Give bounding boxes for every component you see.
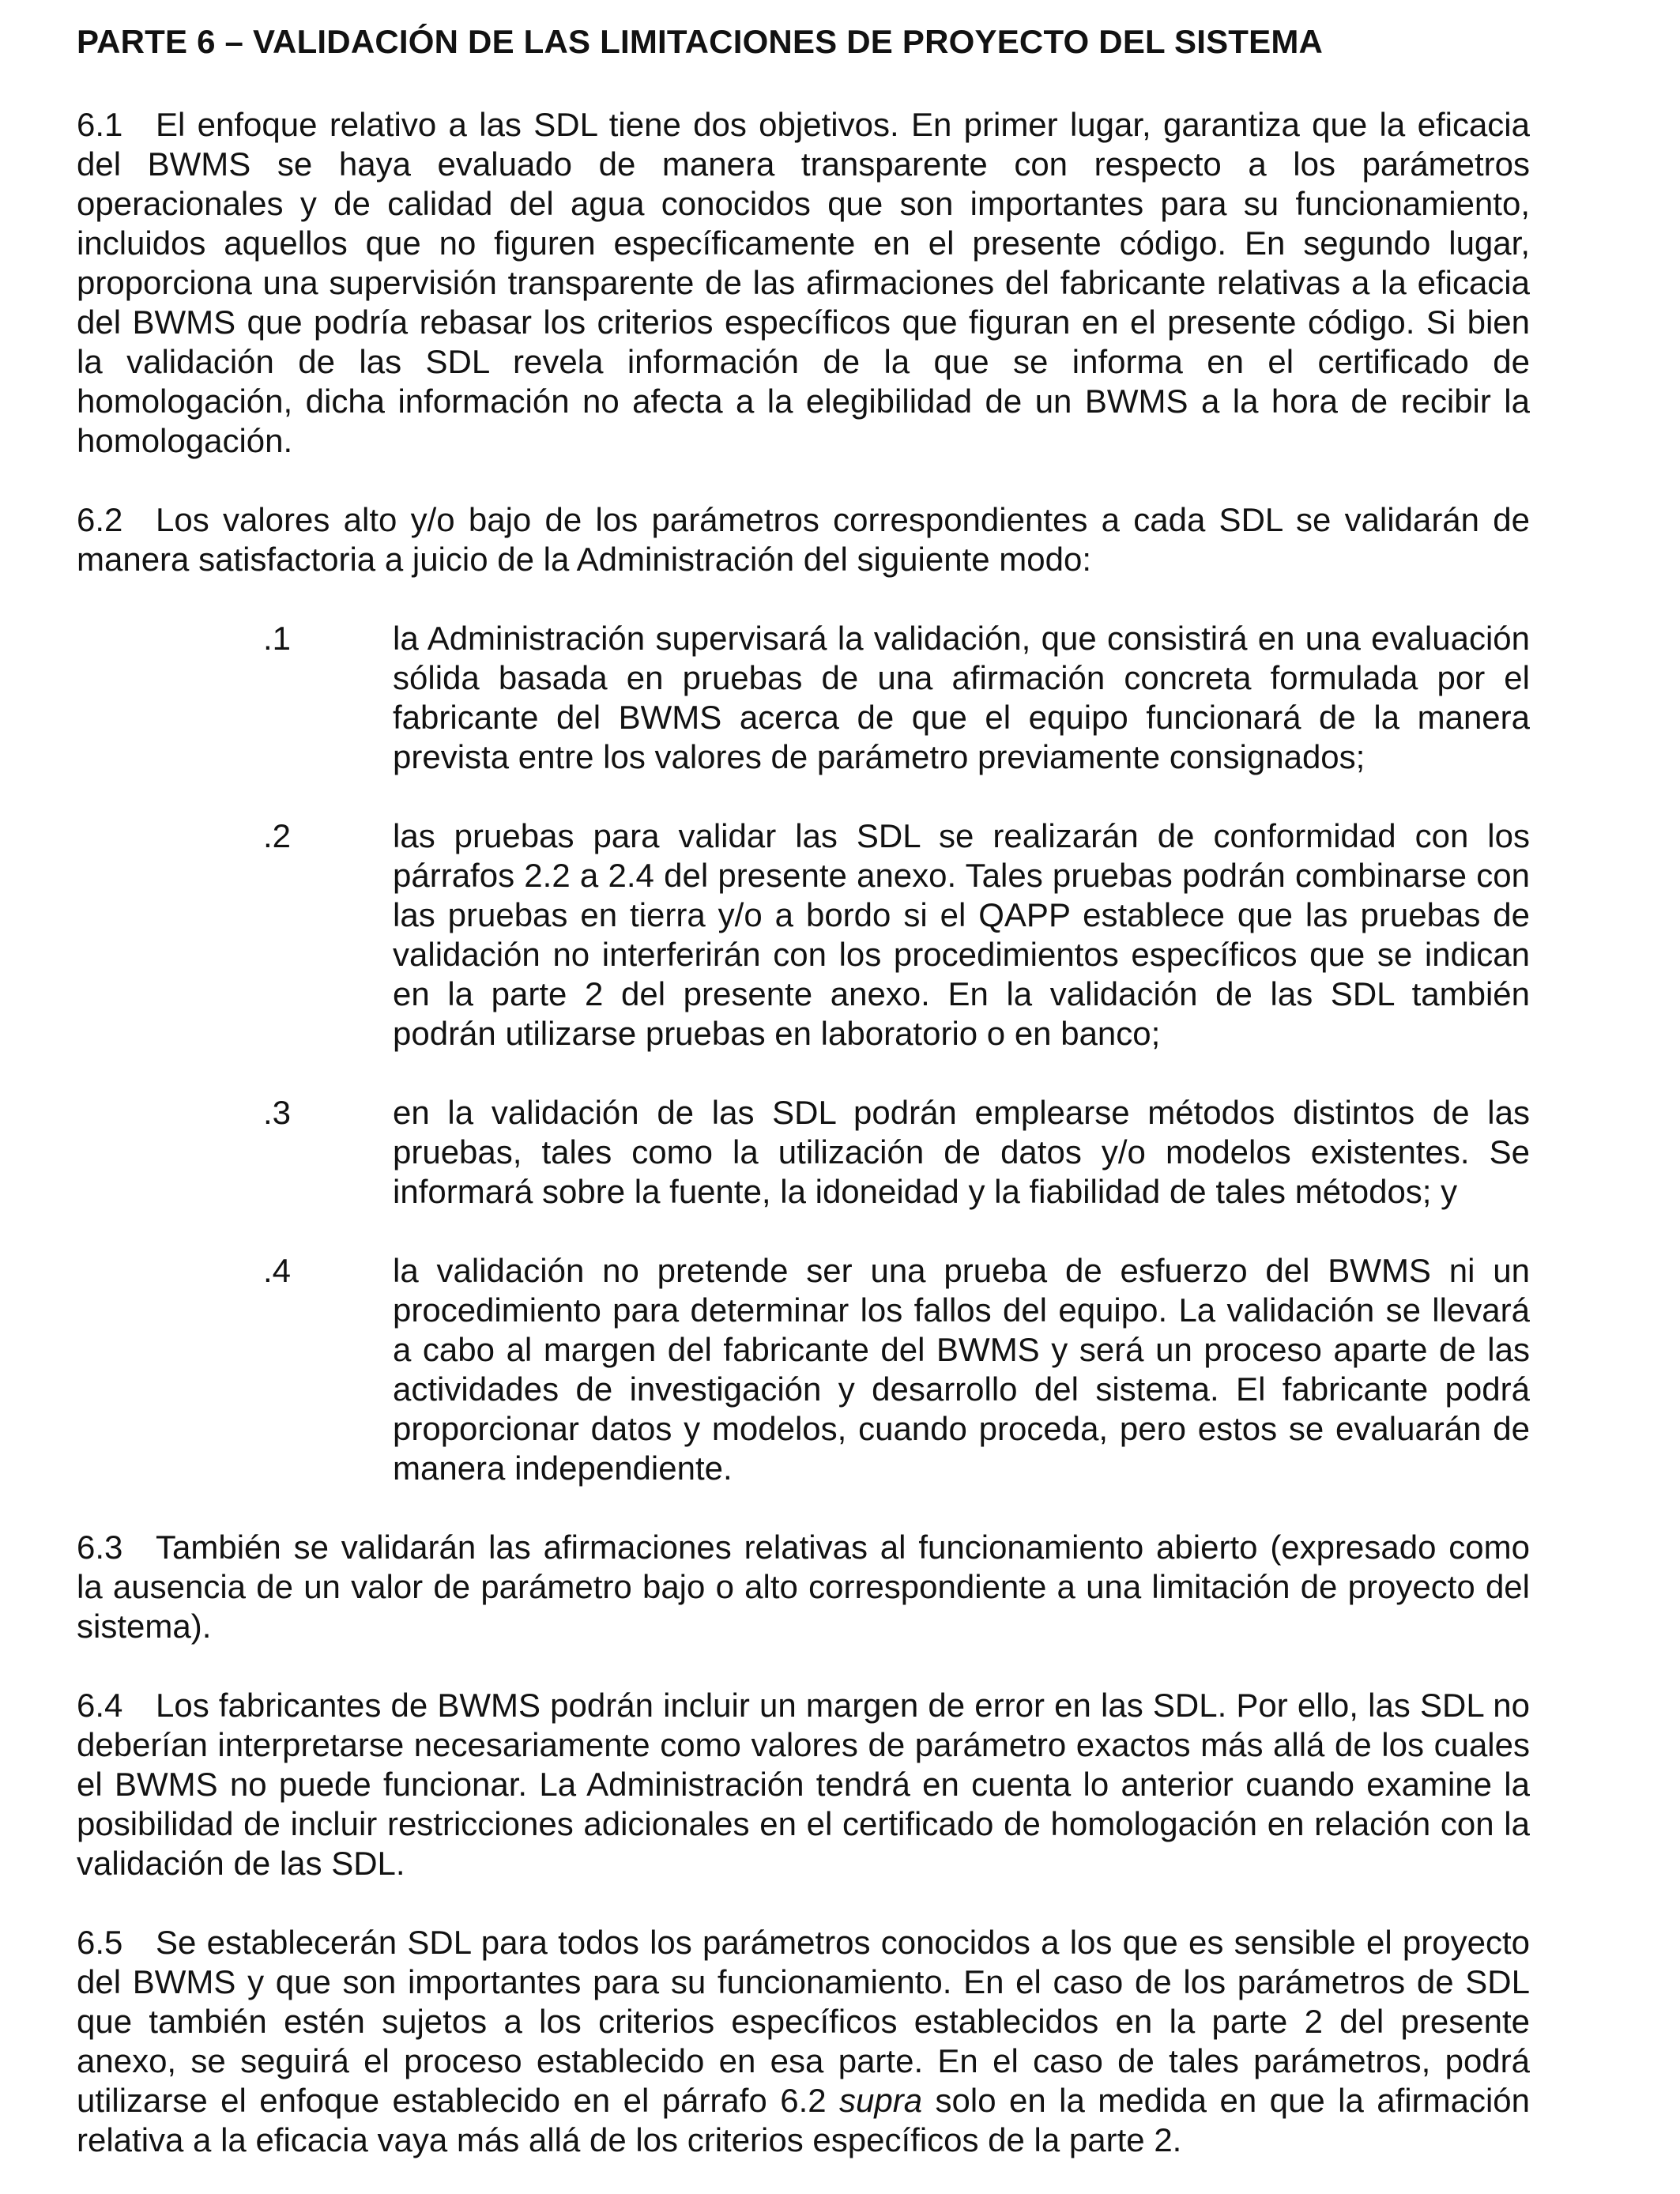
paragraph-6-4 [77, 1686, 1530, 1883]
paragraph-text-before-italic: Se establecerán SDL para todos los parámetros conocidos a los que es sensible el proyecto del BWMS y que son importantes para su funcionamiento. En el caso de los parámetros de SDL que también estén sujetos a los criterios específicos establecidos en la parte 2 del presente anexo, se seguirá el proceso establecido en esa parte. En el caso de tales parámetros, podrá utilizarse el enfoque establecido en el párrafo 6.2 [77, 1924, 1530, 2119]
paragraph-number: 6.2 [77, 501, 123, 538]
paragraph-number: 6.3 [77, 1529, 123, 1566]
paragraph-text: También se validarán las afirmaciones relativas al funcionamiento abierto (expresado como la ausencia de un valor de parámetro bajo o alto correspondiente a una limitación de proyecto del sistema). [77, 1529, 1530, 1645]
subitem-number: .2 [263, 817, 292, 854]
subitem-text: la validación no pretende ser una prueba de esfuerzo del BWMS ni un procedimiento para determinar los fallos del equipo. La validación se llevará a cabo al margen del fabricante del BWMS y será un proceso aparte de las actividades de investigación y desarrollo del sistema. El fabricante podrá proporcionar datos y modelos, cuando proceda, pero estos se evaluarán de manera independiente. [393, 1252, 1530, 1487]
subitem-number: .3 [263, 1094, 292, 1131]
paragraph-text: Los valores alto y/o bajo de los parámetros correspondientes a cada SDL se validarán de manera satisfactoria a juicio de la Administración del siguiente modo: [77, 501, 1530, 578]
paragraph-6-2 [77, 500, 1530, 579]
paragraph-text: Los fabricantes de BWMS podrán incluir un margen de error en las SDL. Por ello, las SDL no deberían interpretarse necesariamente como valores de parámetro exactos más allá de los cuales el BWMS no puede funcionar. La Administración tendrá en cuenta lo anterior cuando examine la posibilidad de incluir restricciones adicionales en el certificado de homologación en relación con la validación de las SDL. [77, 1687, 1530, 1882]
subitem-text: la Administración supervisará la validación, que consistirá en una evaluación sólida basada en pruebas de una afirmación concreta formulada por el fabricante del BWMS acerca de que el equipo funcionará de la manera prevista entre los valores de parámetro previamente consignados; [393, 620, 1530, 775]
subitem-number: .4 [263, 1252, 292, 1289]
subitem-text: en la validación de las SDL podrán emplearse métodos distintos de las pruebas, tales como la utilización de datos y/o modelos existentes. Se informará sobre la fuente, la idoneidad y la fiabilidad de tales métodos; y [393, 1094, 1530, 1210]
paragraph-italic-word: supra [839, 2082, 923, 2119]
paragraph-text: El enfoque relativo a las SDL tiene dos objetivos. En primer lugar, garantiza que la eficacia del BWMS se haya evaluado de manera transparente con respecto a los parámetros operacionales y de calidad del agua conocidos que son importantes para su funcionamiento, incluidos aquellos que no figuren específicamente en el presente código. En segundo lugar, proporciona una supervisión transparente de las afirmaciones del fabricante relativas a la eficacia del BWMS que podría rebasar los criterios específicos que figuran en el presente código. Si bien la validación de las SDL revela información de la que se informa en el certificado de homologación, dicha información no afecta a la elegibilidad de un BWMS a la hora de recibir la homologación. [77, 106, 1530, 459]
subitem-text: las pruebas para validar las SDL se realizarán de conformidad con los párrafos 2.2 a 2.4 del presente anexo. Tales pruebas podrán combinarse con las pruebas en tierra y/o a bordo si el QAPP establece que las pruebas de validación no interferirán con los procedimientos específicos que se indican en la parte 2 del presente anexo. En la validación de las SDL también podrán utilizarse pruebas en laboratorio o en banco; [393, 817, 1530, 1052]
subitem-1 [77, 619, 1530, 777]
subitem-3 [77, 1093, 1530, 1212]
paragraph-6-1 [77, 105, 1530, 461]
subitem-number: .1 [263, 620, 292, 657]
paragraph-number: 6.1 [77, 106, 123, 143]
subitem-2 [77, 816, 1530, 1054]
paragraph-6-3 [77, 1528, 1530, 1646]
paragraph-text-after-italic: solo en la medida en que la afirmación relativa a la eficacia vaya más allá de los criterios específicos de la parte 2. [77, 2082, 1530, 2158]
paragraph-number: 6.5 [77, 1924, 123, 1961]
paragraph-number: 6.4 [77, 1687, 123, 1724]
subitem-4 [77, 1251, 1530, 1488]
paragraph-6-5 [77, 1923, 1530, 2160]
page-title: PARTE 6 – VALIDACIÓN DE LAS LIMITACIONES DE PROYECTO DEL SISTEMA [77, 23, 1324, 60]
